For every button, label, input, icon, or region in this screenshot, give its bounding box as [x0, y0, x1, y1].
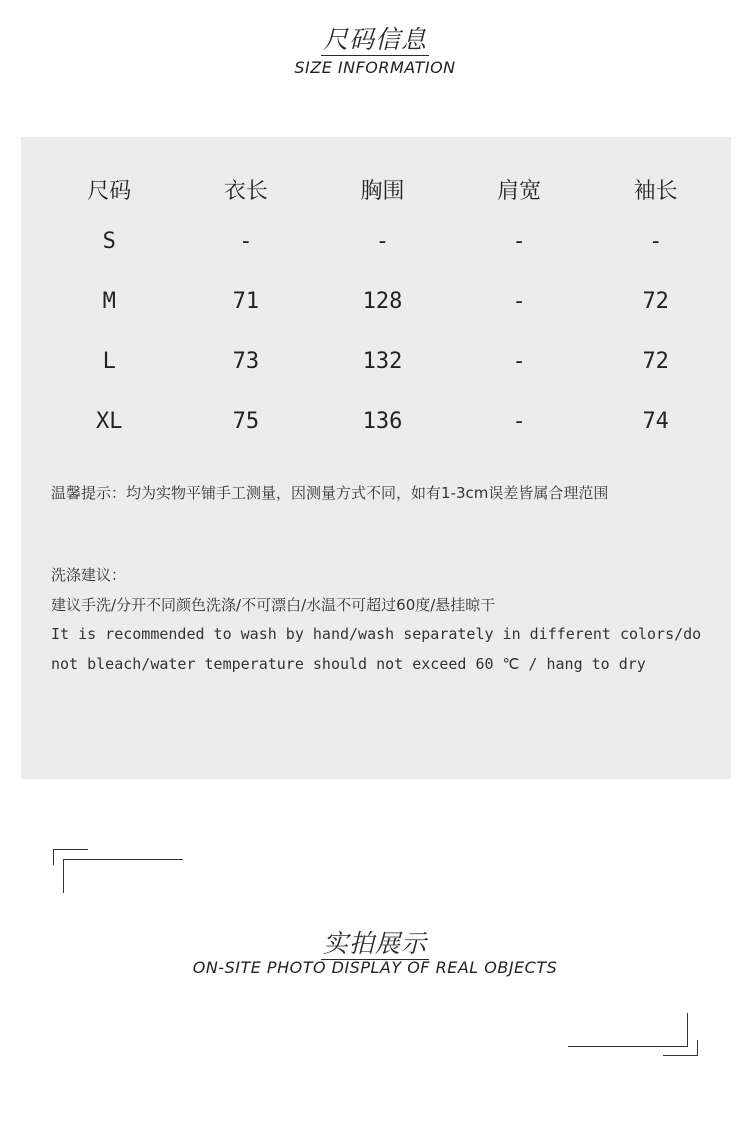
cell-length: 73	[232, 348, 260, 374]
cell-sleeve: 74	[642, 408, 669, 434]
table-row	[41, 211, 724, 271]
header-length: 衣长	[223, 178, 268, 204]
cell-size: XL	[96, 408, 123, 434]
cell-size: S	[102, 228, 116, 254]
photo-title-cn: 实拍展示	[322, 929, 427, 958]
cell-sleeve: 72	[642, 288, 669, 314]
cell-length: 75	[232, 408, 260, 434]
size-table-header-row	[41, 167, 724, 211]
header-sleeve: 袖长	[633, 178, 678, 204]
size-table	[41, 167, 724, 451]
header-size: 尺码	[87, 178, 132, 204]
cell-shoulder: -	[512, 228, 526, 254]
washing-instructions-en-2: not bleach/water temperature should not exceed 60 ℃ / hang to dry	[51, 655, 646, 673]
cell-shoulder: -	[512, 348, 526, 374]
size-title-en: SIZE INFORMATION	[294, 58, 456, 77]
photo-title-en: ON-SITE PHOTO DISPLAY OF REAL OBJECTS	[192, 958, 558, 977]
size-info-panel	[21, 137, 731, 779]
cell-sleeve: 72	[642, 348, 669, 374]
cell-shoulder: -	[512, 288, 526, 314]
cell-chest: 136	[362, 408, 403, 434]
washing-heading: 洗涤建议：	[51, 566, 127, 584]
cell-chest: 132	[362, 348, 403, 374]
cell-size: M	[102, 288, 116, 314]
washing-instructions-en-1: It is recommended to wash by hand/wash separately in different colors/do	[51, 625, 702, 643]
cell-shoulder: -	[512, 408, 526, 434]
size-title-cn: 尺码信息	[322, 25, 427, 54]
cell-chest: 128	[362, 288, 403, 314]
header-chest: 胸围	[360, 178, 405, 204]
table-row	[41, 391, 724, 451]
cell-size: L	[102, 348, 116, 374]
table-row	[41, 331, 724, 391]
cell-sleeve: -	[649, 228, 663, 254]
cell-length: -	[239, 228, 253, 254]
washing-instructions-cn: 建议手洗/分开不同颜色洗涤/不可漂白/水温不可超过60度/悬挂晾干	[51, 596, 496, 614]
header-shoulder: 肩宽	[497, 178, 542, 204]
measurement-tip: 温馨提示：均为实物平铺手工测量，因测量方式不同，如有1-3cm误差皆属合理范围	[51, 484, 609, 502]
table-row	[41, 271, 724, 331]
cell-chest: -	[375, 228, 390, 254]
cell-length: 71	[232, 288, 260, 314]
